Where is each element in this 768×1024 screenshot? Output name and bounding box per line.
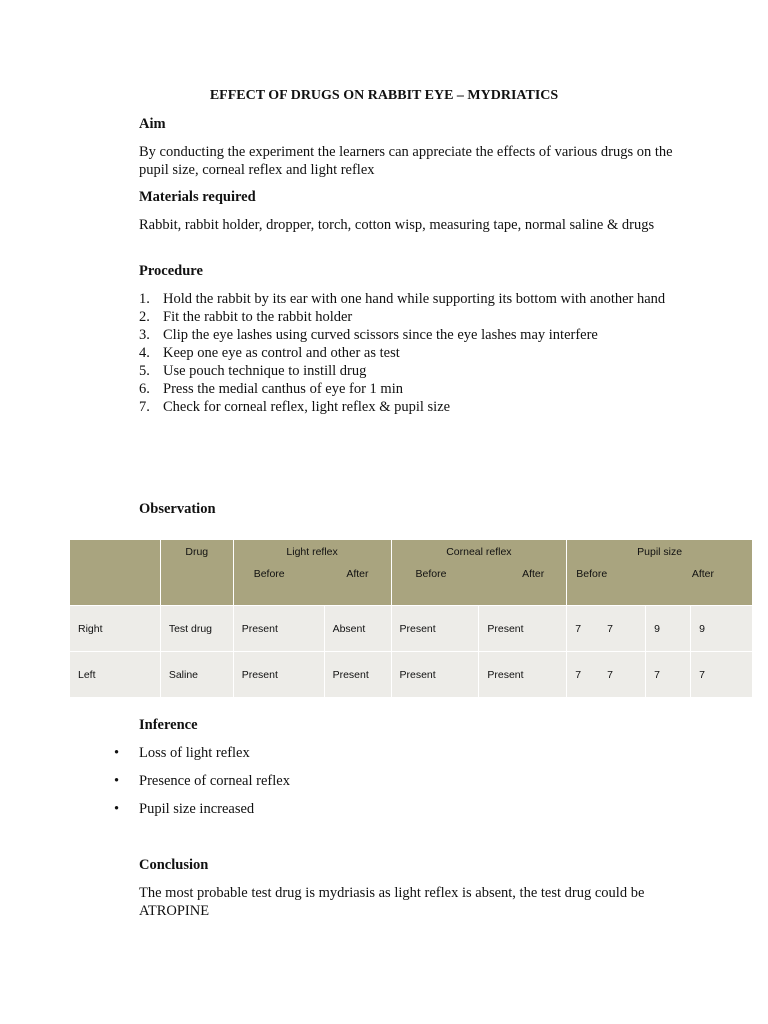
cell-light-before: Present [233, 652, 324, 698]
cell-corneal-before: Present [391, 606, 479, 652]
cell-light-after: Absent [324, 606, 391, 652]
list-item: • Loss of light reflex [114, 745, 250, 761]
cell-pupil-before: 7 7 [567, 606, 646, 652]
inference-list [114, 744, 674, 828]
header-after: After [522, 568, 545, 580]
cell-drug: Saline [160, 652, 233, 698]
header-before: Before [415, 568, 447, 580]
cell-pupil-after: 7 [691, 652, 753, 698]
cell-pupil-after: 9 [691, 606, 753, 652]
procedure-step: 7. Check for corneal reflex, light reflex & pupil size [139, 399, 451, 415]
bullet-icon: • [114, 745, 120, 761]
table-header-row [70, 540, 753, 606]
cell-light-before: Present [233, 606, 324, 652]
observation-heading: Observation [139, 501, 216, 517]
cell-pupil-before: 7 7 [567, 652, 646, 698]
procedure-step: 3. Clip the eye lashes using curved scissors since the eye lashes may interfere [139, 327, 598, 343]
procedure-step: 5. Use pouch technique to instill drug [139, 363, 367, 379]
conclusion-text: The most probable test drug is mydriasis as light reflex is absent, the test drug could be ATROPINE [139, 885, 645, 919]
procedure-step: 4. Keep one eye as control and other as test [139, 345, 400, 361]
procedure-step: 6. Press the medial canthus of eye for 1 min [139, 381, 403, 397]
header-pupil-size: Pupil size Before After [567, 540, 753, 606]
materials-text: Rabbit, rabbit holder, dropper, torch, cotton wisp, measuring tape, normal saline & drugs [139, 217, 655, 233]
bullet-icon: • [114, 773, 120, 789]
header-after: After [346, 568, 369, 580]
cell-drug: Test drug [160, 606, 233, 652]
cell-eye: Right [70, 606, 161, 652]
list-item: • Presence of corneal reflex [114, 773, 290, 789]
procedure-step: 2. Fit the rabbit to the rabbit holder [139, 309, 353, 325]
cell-eye: Left [70, 652, 161, 698]
cell-pupil-after: 7 [646, 652, 691, 698]
procedure-step: 1. Hold the rabbit by its ear with one hand while supporting its bottom with another hand [139, 291, 666, 307]
bullet-icon: • [114, 801, 120, 817]
procedure-steps [139, 290, 679, 416]
header-light-reflex: Light reflex Before After [233, 540, 391, 606]
table-row [70, 652, 753, 698]
inference-heading: Inference [139, 717, 198, 733]
procedure-heading: Procedure [139, 263, 203, 279]
cell-light-after: Present [324, 652, 391, 698]
cell-corneal-before: Present [391, 652, 479, 698]
document-title: EFFECT OF DRUGS ON RABBIT EYE – MYDRIATICS [209, 88, 559, 103]
conclusion-heading: Conclusion [139, 857, 209, 873]
cell-corneal-after: Present [479, 652, 567, 698]
header-corneal-reflex: Corneal reflex Before After [391, 540, 567, 606]
header-before: Before [253, 568, 285, 580]
header-empty-cell [70, 540, 161, 606]
header-drug: Drug [160, 540, 233, 606]
observation-table [69, 539, 753, 698]
cell-corneal-after: Present [479, 606, 567, 652]
materials-heading: Materials required [139, 189, 256, 205]
table-row [70, 606, 753, 652]
aim-text: By conducting the experiment the learners can appreciate the effects of various drugs on the pupil size, corneal reflex and light reflex [139, 144, 673, 178]
list-item: • Pupil size increased [114, 801, 255, 817]
header-after: After [691, 568, 714, 580]
cell-pupil-after: 9 [646, 606, 691, 652]
header-before: Before [576, 568, 608, 580]
aim-heading: Aim [139, 116, 166, 132]
